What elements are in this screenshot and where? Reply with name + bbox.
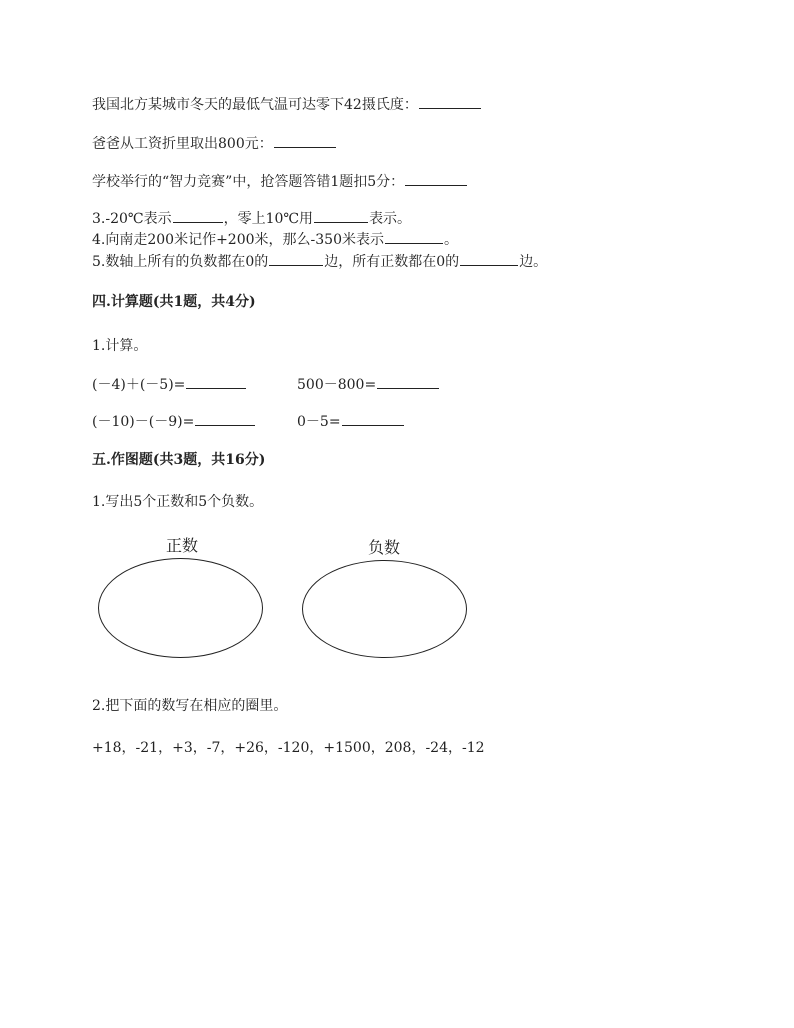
answer-blank[interactable]	[405, 171, 467, 186]
negative-numbers-circle[interactable]	[302, 560, 467, 658]
section-5-question-2: 2.把下面的数写在相应的圈里。	[92, 698, 288, 714]
question-5-text-b: 边，所有正数都在0的	[324, 254, 460, 270]
positive-label: 正数	[166, 536, 199, 555]
calc-item	[297, 411, 405, 431]
section-4-question-1: 1.计算。	[92, 338, 148, 354]
answer-blank[interactable]	[377, 374, 439, 389]
question-3-text-b: ，零上10℃用	[223, 211, 314, 227]
section-4-heading: 四.计算题(共1题，共4分)	[92, 294, 256, 310]
section-5-heading: 五.作图题(共3题，共16分)	[92, 452, 266, 468]
question-5	[92, 251, 547, 271]
calc-expression: 500－800=	[297, 377, 377, 393]
question-4-text-a: 4.向南走200米记作+200米，那么-350米表示	[92, 232, 384, 248]
calc-item	[92, 411, 256, 431]
section-5-question-1: 1.写出5个正数和5个负数。	[92, 494, 264, 510]
question-3-text-a: 3.-20℃表示	[92, 211, 172, 227]
negative-label: 负数	[368, 538, 401, 557]
answer-blank[interactable]	[186, 374, 246, 389]
answer-blank[interactable]	[419, 94, 481, 109]
answer-blank[interactable]	[385, 229, 443, 244]
calc-expression: 0－5=	[297, 414, 341, 430]
answer-blank[interactable]	[342, 411, 404, 426]
statement-competition-text: 学校举行的“智力竞赛”中，抢答题答错1题扣5分：	[92, 174, 405, 190]
calc-expression: (－4)＋(－5)=	[92, 377, 186, 393]
answer-blank[interactable]	[173, 208, 223, 223]
answer-blank[interactable]	[269, 251, 323, 266]
number-list: +18，-21，+3，-7，+26，-120，+1500，208，-24，-12	[92, 740, 485, 756]
statement-withdraw-text: 爸爸从工资折里取出800元：	[92, 136, 273, 152]
statement-temperature-text: 我国北方某城市冬天的最低气温可达零下42摄氏度：	[92, 97, 418, 113]
question-5-text-c: 边。	[519, 254, 548, 270]
answer-blank[interactable]	[314, 208, 368, 223]
answer-blank[interactable]	[274, 133, 336, 148]
answer-blank[interactable]	[460, 251, 518, 266]
positive-numbers-circle[interactable]	[98, 558, 263, 658]
statement-temperature	[92, 94, 482, 114]
statement-withdraw	[92, 133, 337, 153]
answer-blank[interactable]	[195, 411, 255, 426]
question-3-text-c: 表示。	[369, 211, 412, 227]
calc-expression: (－10)－(－9)=	[92, 414, 195, 430]
question-4	[92, 229, 458, 249]
calc-item	[297, 374, 440, 394]
question-4-text-b: 。	[443, 232, 458, 248]
statement-competition	[92, 171, 468, 191]
question-3	[92, 208, 411, 228]
question-5-text-a: 5.数轴上所有的负数都在0的	[92, 254, 269, 270]
calc-item	[92, 374, 247, 394]
